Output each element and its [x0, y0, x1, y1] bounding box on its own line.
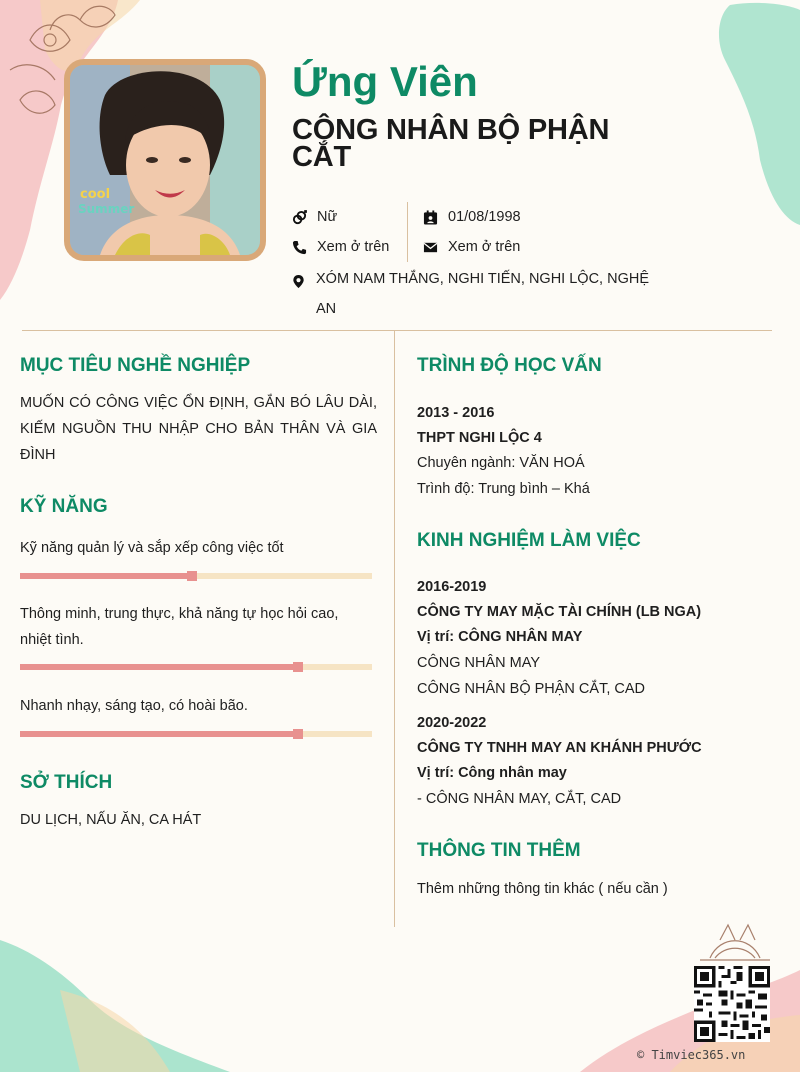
envelope-icon: [422, 239, 438, 255]
skill-bar-2: [20, 664, 372, 670]
experience-2-detail-1: - CÔNG NHÂN MAY, CẮT, CAD: [417, 791, 622, 807]
calendar-icon: [422, 209, 438, 225]
portrait-illustration: [70, 65, 260, 255]
phone-icon: [291, 239, 307, 255]
decoration-top-right: [700, 0, 800, 230]
copyright-text[interactable]: © Timviec365.vn: [637, 1048, 746, 1062]
additional-info-text: Thêm những thông tin khác ( nếu cần ): [417, 881, 668, 897]
gender-icon: [291, 209, 307, 225]
hobbies-title: SỞ THÍCH: [20, 772, 113, 793]
phone-row: [291, 236, 389, 258]
experience-1-company: CÔNG TY MAY MẶC TÀI CHÍNH (LB NGA): [417, 604, 702, 620]
skill-bar-knob: [293, 662, 303, 672]
experience-1-position: Vị trí: CÔNG NHÂN MAY: [417, 629, 583, 645]
skill-bar-knob: [187, 571, 197, 581]
skill-bar-fill: [20, 573, 192, 579]
qr-code[interactable]: [694, 966, 770, 1042]
skill-bar-fill: [20, 664, 298, 670]
education-title: TRÌNH ĐỘ HỌC VẤN: [417, 355, 602, 376]
address-row: [291, 264, 661, 324]
gender-row: [291, 206, 337, 228]
hobbies-text: DU LỊCH, NẤU ĂN, CA HÁT: [20, 812, 202, 828]
skill-bar-3: [20, 731, 372, 737]
birthdate-value: 01/08/1998: [448, 209, 521, 225]
gender-value: Nữ: [317, 209, 338, 225]
skills-title: KỸ NĂNG: [20, 496, 108, 517]
experience-2-company: CÔNG TY TNHH MAY AN KHÁNH PHƯỚC: [417, 740, 702, 756]
education-major: Chuyên ngành: VĂN HOÁ: [417, 455, 585, 471]
skill-label-1: Kỹ năng quản lý và sắp xếp công việc tốt: [20, 540, 284, 556]
skill-bar-fill: [20, 731, 298, 737]
phone-value[interactable]: Xem ở trên: [317, 239, 390, 255]
header-divider: [22, 330, 772, 331]
skill-label-3: Nhanh nhạy, sáng tạo, có hoài bão.: [20, 698, 248, 714]
photo-sticker: cool: [80, 187, 111, 202]
experience-2-position: Vị trí: Công nhân may: [417, 765, 567, 781]
career-objective-title: MỤC TIÊU NGHỀ NGHIỆP: [20, 355, 251, 376]
education-period: 2013 - 2016: [417, 405, 495, 421]
experience-1-period: 2016-2019: [417, 579, 487, 595]
education-school: THPT NGHI LỘC 4: [417, 430, 542, 446]
experience-title: KINH NGHIỆM LÀM VIỆC: [417, 530, 641, 551]
column-divider: [394, 331, 395, 927]
info-divider: [407, 202, 408, 262]
svg-text:Summer: Summer: [78, 202, 135, 216]
birthdate-row: [422, 206, 521, 228]
additional-info-title: THÔNG TIN THÊM: [417, 840, 581, 861]
skill-label-2: Thông minh, trung thực, khả năng tự học hỏi cao, nhiệt tình.: [20, 606, 339, 648]
email-row: [422, 236, 520, 258]
decoration-bottom-left: [0, 930, 300, 1072]
skill-bar-knob: [293, 729, 303, 739]
candidate-name: Ứng Viên: [292, 58, 478, 105]
skill-bar-1: [20, 573, 372, 579]
experience-1-detail-2: CÔNG NHÂN BỘ PHẬN CẮT, CAD: [417, 681, 645, 697]
experience-1-detail-1: CÔNG NHÂN MAY: [417, 655, 540, 671]
email-value[interactable]: Xem ở trên: [448, 239, 521, 255]
job-title: CÔNG NHÂN BỘ PHẬN CẮT: [292, 114, 610, 173]
education-level: Trình độ: Trung bình – Khá: [417, 481, 590, 497]
location-pin-icon: [291, 271, 307, 287]
experience-2-period: 2020-2022: [417, 715, 487, 731]
address-value: XÓM NAM THẮNG, NGHI TIẾN, NGHI LỘC, NGHỆ AN: [316, 271, 649, 317]
career-objective-text: MUỐN CÓ CÔNG VIỆC ỔN ĐỊNH, GẮN BÓ LÂU DÀI, KIẾM NGUỒN THU NHẬP CHO BẢN THÂN VÀ GIA ĐÌNH: [20, 395, 377, 463]
candidate-photo: [64, 59, 266, 261]
